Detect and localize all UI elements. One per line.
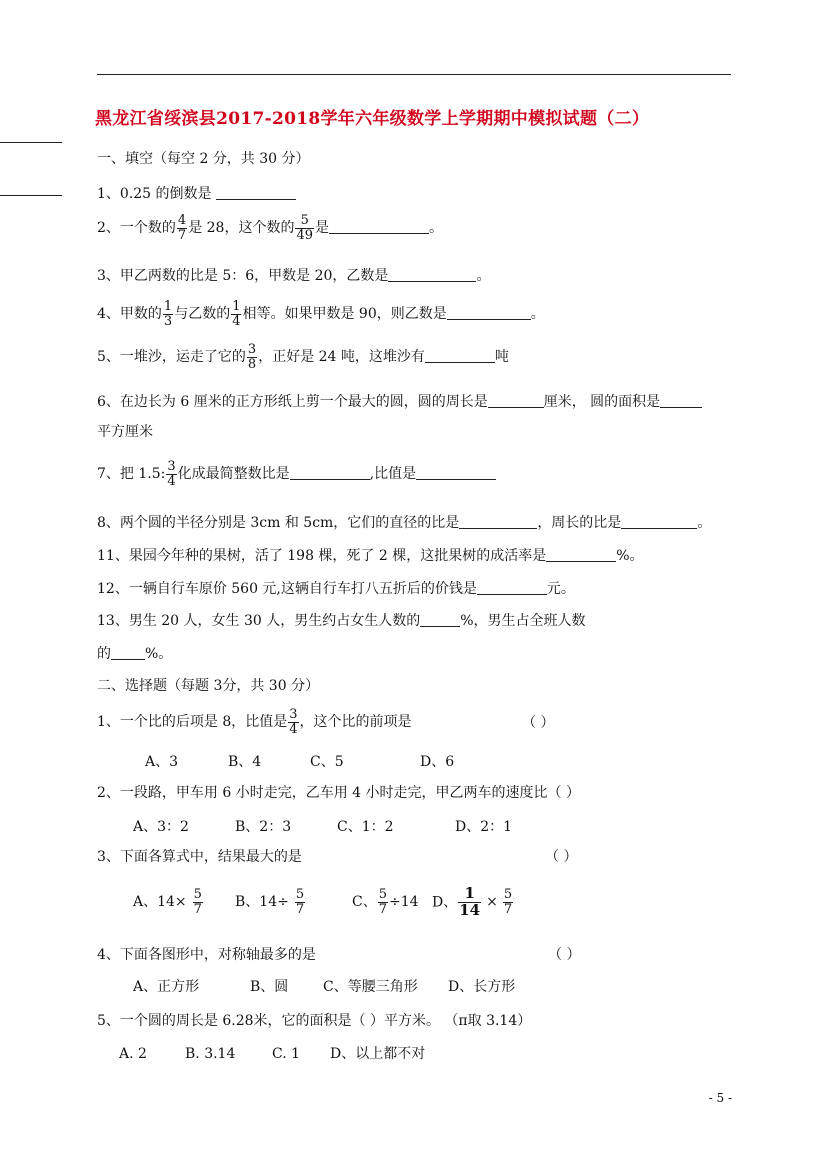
fill-question-7 xyxy=(97,460,496,488)
fraction xyxy=(231,300,241,328)
punctuation: 。 xyxy=(697,515,712,531)
section1-heading: 一、填空（每空 2 分，共 30 分） xyxy=(97,151,310,167)
document-title: 黑龙江省绥滨县2017-2018学年六年级数学上学期期中模拟试题（二） xyxy=(95,109,650,129)
fill-question-6 xyxy=(97,393,702,409)
option-text: D、 xyxy=(432,894,458,911)
numerator: 3 xyxy=(289,707,298,722)
answer-blank[interactable] xyxy=(420,612,460,627)
numerator: 3 xyxy=(247,342,257,357)
answer-blank[interactable] xyxy=(477,580,547,595)
option-text: C、 xyxy=(352,894,377,911)
margin-binding-line xyxy=(0,142,62,143)
question-text: 是 xyxy=(315,220,330,237)
choice-question-4: 4、下面各图形中，对称轴最多的是 xyxy=(97,947,316,963)
fill-question-2 xyxy=(97,214,443,242)
choice-question-5: 5、一个圆的周长是 6.28米，它的面积是（ ）平方米。 （π取 3.14） xyxy=(97,1013,532,1029)
fraction xyxy=(177,214,187,242)
option-d[interactable]: D、以上都不对 xyxy=(330,1046,426,1062)
denominator: 7 xyxy=(193,901,202,917)
denominator: 4 xyxy=(232,313,241,329)
question-text: 8、两个圆的半径分别是 3cm 和 5cm，它们的直径的比是 xyxy=(97,515,460,531)
numerator: 1 xyxy=(163,299,173,314)
option-c[interactable]: C. 1 xyxy=(272,1046,301,1062)
numerator: 5 xyxy=(378,887,387,902)
question-text: 厘米， 圆的面积是 xyxy=(543,394,661,410)
fill-question-12 xyxy=(97,580,575,596)
fill-question-8 xyxy=(97,514,711,530)
denominator: 7 xyxy=(177,227,187,243)
answer-paren[interactable]: （ ） xyxy=(548,947,581,963)
answer-blank[interactable] xyxy=(660,393,702,408)
answer-blank[interactable] xyxy=(416,465,496,480)
unit-text: 吨 xyxy=(494,349,509,366)
unit-text: %。 xyxy=(616,548,644,564)
margin-binding-line xyxy=(0,195,62,196)
fill-question-6-continued: 平方厘米 xyxy=(97,424,153,440)
fraction xyxy=(193,888,203,916)
fraction xyxy=(503,888,513,916)
option-text: A、14× xyxy=(133,894,187,911)
option-d[interactable]: D、长方形 xyxy=(448,979,516,995)
fraction xyxy=(163,300,173,328)
answer-blank[interactable] xyxy=(425,348,495,363)
answer-blank[interactable] xyxy=(111,645,145,660)
section2-heading: 二、选择题（每题 3分，共 30 分） xyxy=(97,678,320,694)
denominator: 7 xyxy=(295,901,305,917)
answer-blank[interactable] xyxy=(621,514,697,529)
question-text: 7、把 1.5: xyxy=(97,466,166,483)
unit-text: %。 xyxy=(145,646,173,662)
fraction xyxy=(166,460,176,488)
punctuation: 。 xyxy=(530,306,545,323)
question-text: 3、甲乙两数的比是 5：6，甲数是 20，乙数是 xyxy=(97,268,389,284)
page-number: - 5 - xyxy=(708,1091,732,1105)
question-text: 2、一个数的 xyxy=(97,220,176,237)
numerator: 5 xyxy=(193,887,202,902)
option-a[interactable]: A、3：2 xyxy=(133,819,189,835)
denominator: 14 xyxy=(459,900,481,919)
denominator: 7 xyxy=(503,901,513,917)
choice-question-1 xyxy=(97,708,412,736)
answer-blank[interactable] xyxy=(290,465,370,480)
option-b[interactable]: B、圆 xyxy=(250,979,289,995)
numerator: 1 xyxy=(458,886,481,903)
denominator: 4 xyxy=(289,721,298,737)
option-a[interactable]: A、正方形 xyxy=(133,979,200,995)
fill-question-13 xyxy=(97,612,586,628)
question-text: 1、0.25 的倒数是 xyxy=(97,186,212,202)
option-a[interactable]: A、3 xyxy=(145,754,179,770)
option-d[interactable] xyxy=(432,886,514,919)
option-b[interactable]: B、2：3 xyxy=(235,819,292,835)
answer-blank[interactable] xyxy=(329,219,429,234)
question-text: 5、一堆沙，运走了它的 xyxy=(97,349,246,366)
denominator: 8 xyxy=(247,356,257,372)
option-a[interactable] xyxy=(133,888,204,916)
question-text: 11、果园今年种的果树，活了 198 棵，死了 2 棵，这批果树的成活率是 xyxy=(97,548,547,564)
question-text: %，男生占全班人数 xyxy=(460,613,586,629)
question-text: ，这个比的前项是 xyxy=(299,714,412,731)
numerator: 1 xyxy=(232,299,241,314)
fraction xyxy=(295,214,314,242)
header-rule xyxy=(97,74,731,75)
denominator: 7 xyxy=(378,901,387,917)
numerator: 5 xyxy=(295,214,314,229)
option-d[interactable]: D、2：1 xyxy=(455,819,513,835)
answer-blank[interactable] xyxy=(388,267,476,282)
option-c[interactable] xyxy=(352,888,419,916)
answer-blank[interactable] xyxy=(488,393,544,408)
fraction xyxy=(458,886,481,919)
question-text: 的 xyxy=(97,646,111,662)
option-c[interactable]: C、5 xyxy=(310,754,344,770)
answer-blank[interactable] xyxy=(216,185,296,200)
numerator: 3 xyxy=(167,459,176,474)
unit-text: 元。 xyxy=(546,581,575,597)
fill-question-4 xyxy=(97,300,545,328)
option-b[interactable]: B. 3.14 xyxy=(185,1046,236,1062)
question-text: 是 28，这个数的 xyxy=(188,220,295,237)
question-text: 相等。如果甲数是 90，则乙数是 xyxy=(242,306,447,323)
question-text: 12、一辆自行车原价 560 元,这辆自行车打八五折后的价钱是 xyxy=(97,581,477,597)
option-text: × xyxy=(486,894,498,911)
option-text: ÷14 xyxy=(389,894,419,911)
answer-paren[interactable]: （ ） xyxy=(522,715,555,731)
question-text: 与乙数的 xyxy=(174,306,231,323)
question-text: ,比值是 xyxy=(369,466,417,483)
question-text: ，周长的比是 xyxy=(537,515,622,531)
fraction xyxy=(288,708,298,736)
option-text: B、14÷ xyxy=(235,894,289,911)
answer-blank[interactable] xyxy=(546,547,616,562)
choice-question-3: 3、下面各算式中，结果最大的是 xyxy=(97,849,302,865)
punctuation: 。 xyxy=(476,268,491,284)
denominator: 4 xyxy=(167,473,176,489)
denominator: 3 xyxy=(163,313,173,329)
fill-question-5 xyxy=(97,343,509,371)
option-c[interactable]: C、1：2 xyxy=(337,819,394,835)
question-text: 1、一个比的后项是 8，比值是 xyxy=(97,714,288,731)
fill-question-11 xyxy=(97,547,644,563)
fraction xyxy=(247,343,257,371)
question-text: ，正好是 24 吨，这堆沙有 xyxy=(258,349,425,366)
answer-blank[interactable] xyxy=(459,514,537,529)
answer-blank[interactable] xyxy=(447,305,531,320)
fill-question-3 xyxy=(97,267,490,283)
option-c[interactable]: C、等腰三角形 xyxy=(323,979,418,995)
numerator: 5 xyxy=(503,887,513,903)
fill-question-1 xyxy=(97,185,296,201)
denominator: 49 xyxy=(296,227,314,243)
fill-question-13-continued xyxy=(97,645,172,661)
question-text: 6、在边长为 6 厘米的正方形纸上剪一个最大的圆，圆的周长是 xyxy=(97,394,488,410)
option-b[interactable]: B、4 xyxy=(228,754,262,770)
fraction xyxy=(378,888,388,916)
fraction xyxy=(295,888,305,916)
option-a[interactable]: A. 2 xyxy=(119,1046,147,1062)
option-b[interactable] xyxy=(235,888,306,916)
answer-paren[interactable]: （ ） xyxy=(545,849,578,865)
numerator: 5 xyxy=(295,887,305,902)
question-text: 13、男生 20 人，女生 30 人，男生约占女生人数的 xyxy=(97,613,421,629)
numerator: 4 xyxy=(177,213,187,228)
choice-question-2: 2、一段路，甲车用 6 小时走完，乙车用 4 小时走完，甲乙两车的速度比（ ） xyxy=(97,785,580,801)
punctuation: 。 xyxy=(429,220,444,237)
question-text: 化成最简整数比是 xyxy=(177,466,290,483)
option-d[interactable]: D、6 xyxy=(420,754,455,770)
question-text: 4、甲数的 xyxy=(97,306,162,323)
